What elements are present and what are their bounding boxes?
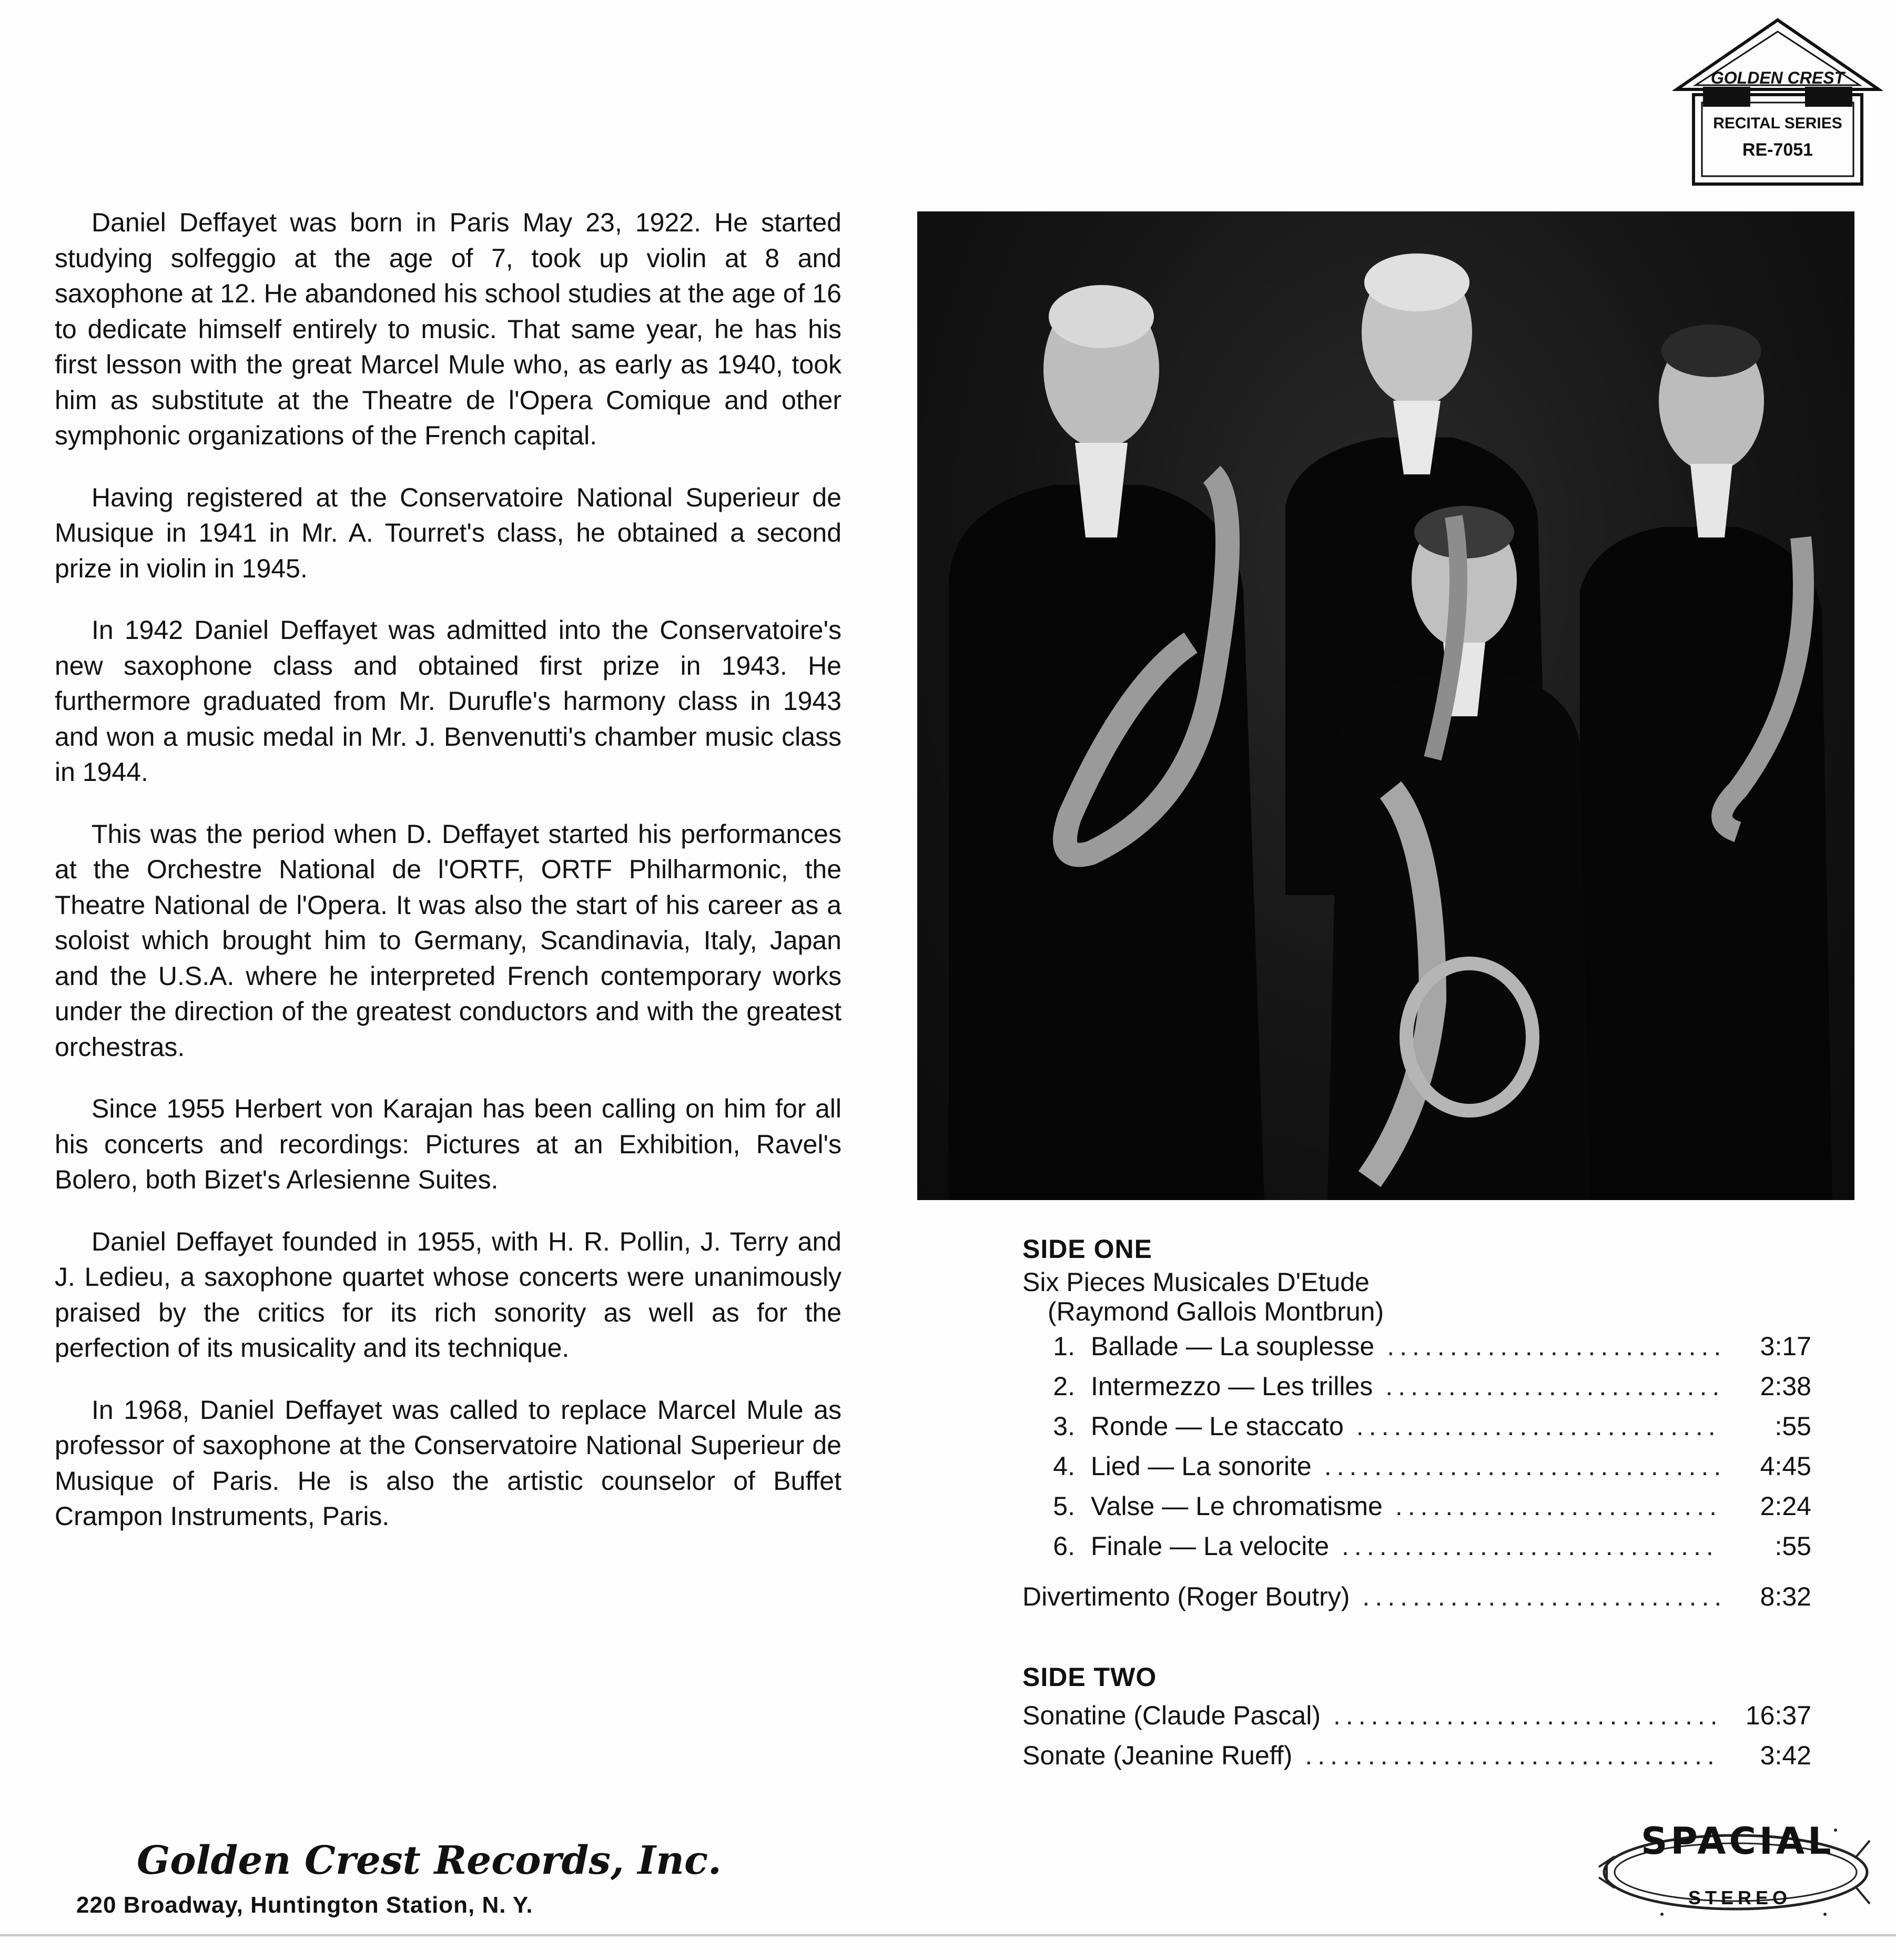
suite-title: Six Pieces Musicales D'Etude	[1022, 1267, 1370, 1297]
bio-paragraph: This was the period when D. Deffayet started his performances at the Orchestre National de l'ORTF, ORTF Philharmonic, the Theatre National de l'Opera. It was also the start of his career as a soloist which brought him to Germany, Scandinavia, Italy, Japan and the U.S.A. where he interpreted French contemporary works under the direction of the greatest conductors and with the greatest orchestras.	[55, 819, 841, 1062]
track-title: Lied — La sonorite	[1091, 1451, 1312, 1481]
spacial-stereo-badge	[1583, 1809, 1878, 1935]
track-title: Finale — La velocite	[1091, 1531, 1330, 1561]
bio-paragraph: Having registered at the Conservatoire National Superieur de Musique in 1941 in Mr. A. Tourret's class, he obtained a second prize in violin in 1945.	[55, 482, 841, 583]
track-time: 8:32	[1760, 1582, 1811, 1611]
suite-composer: (Raymond Gallois Montbrun)	[1048, 1297, 1384, 1326]
track-listing	[1022, 1231, 1811, 1775]
list-item	[1022, 1366, 1811, 1406]
quartet-photo	[917, 211, 1854, 1200]
track-number: 1.	[1053, 1332, 1075, 1361]
track-number: 3.	[1053, 1411, 1075, 1441]
leader-dots	[1324, 1446, 1720, 1486]
list-item	[1022, 1406, 1811, 1446]
track-title: Sonatine (Claude Pascal)	[1022, 1701, 1321, 1730]
logo-catalog: RE-7051	[1742, 140, 1813, 160]
leader-dots	[1356, 1406, 1720, 1446]
leader-dots	[1362, 1577, 1720, 1617]
house-logo-icon	[1672, 16, 1883, 189]
bio-paragraph: Daniel Deffayet was born in Paris May 23, 1922. He started studying solfeggio at the age of 7, took up violin at 8 and saxophone at 12. He abandoned his school studies at the age of 16 to dedicate himself entirely to music. That same year, he has his first lesson with the great Marcel Mule who, as early as 1940, took him as substitute at the Theatre de l'Opera Comique and other symphonic organizations of the French capital.	[55, 208, 841, 450]
bottom-rule	[0, 1934, 1896, 1936]
label-name: Golden Crest Records, Inc.	[137, 1838, 722, 1883]
list-item	[1022, 1577, 1811, 1617]
stereo-main-label: SPACIAL	[1641, 1820, 1834, 1863]
leader-dots	[1305, 1735, 1720, 1775]
logo-series: RECITAL SERIES	[1713, 115, 1842, 132]
golden-crest-logo	[1672, 16, 1883, 189]
logo-brand: GOLDEN CREST	[1710, 68, 1845, 87]
track-time: 4:45	[1760, 1451, 1811, 1481]
track-title: Ronde — Le staccato	[1091, 1411, 1344, 1441]
track-time: 16:37	[1745, 1701, 1811, 1730]
leader-dots	[1387, 1326, 1720, 1366]
list-item	[1022, 1735, 1811, 1775]
track-title: Intermezzo — Les trilles	[1091, 1372, 1373, 1401]
leader-dots	[1385, 1366, 1720, 1406]
saxophone-quartet-illustration	[917, 211, 1854, 1200]
track-time: :55	[1775, 1411, 1811, 1441]
track-number: 5.	[1053, 1491, 1075, 1521]
leader-dots	[1333, 1695, 1720, 1735]
list-item	[1022, 1486, 1811, 1526]
track-title: Sonate (Jeanine Rueff)	[1022, 1741, 1293, 1770]
bio-paragraph: In 1942 Daniel Deffayet was admitted into the Conservatoire's new saxophone class and obtained first prize in 1943. He furthermore graduated from Mr. Durufle's harmony class in 1943 and won a music medal in Mr. J. Benvenutti's chamber music class in 1944.	[55, 615, 841, 787]
list-item	[1022, 1446, 1811, 1486]
side-two-heading: SIDE TWO	[1022, 1662, 1157, 1692]
track-time: 3:17	[1760, 1332, 1811, 1361]
track-time: :55	[1775, 1531, 1811, 1561]
stereo-sub-label: STEREO	[1688, 1887, 1792, 1908]
track-time: 2:38	[1760, 1372, 1811, 1401]
leader-dots	[1395, 1486, 1720, 1526]
track-title: Valse — Le chromatisme	[1091, 1491, 1383, 1521]
leader-dots	[1342, 1526, 1720, 1566]
bio-paragraph: In 1968, Daniel Deffayet was called to replace Marcel Mule as professor of saxophone at the Conservatoire National Superieur de Musique of Paris. He is also the artistic counselor of Buffet Crampon Instruments, Paris.	[55, 1395, 841, 1531]
label-address: 220 Broadway, Huntington Station, N. Y.	[76, 1892, 533, 1918]
track-time: 2:24	[1760, 1491, 1811, 1521]
track-title: Divertimento (Roger Boutry)	[1022, 1582, 1350, 1611]
list-item	[1022, 1526, 1811, 1566]
track-number: 6.	[1053, 1531, 1075, 1561]
side-one-heading: SIDE ONE	[1022, 1234, 1152, 1264]
list-item	[1022, 1326, 1811, 1366]
track-title: Ballade — La souplesse	[1091, 1332, 1375, 1361]
biography	[55, 205, 841, 1561]
track-time: 3:42	[1760, 1741, 1811, 1770]
bio-paragraph: Daniel Deffayet founded in 1955, with H. R. Pollin, J. Terry and J. Ledieu, a saxophone quartet whose concerts were unanimously praised by the critics for its rich sonority as well as for the perfection of its musicality and its technique.	[55, 1226, 841, 1363]
bio-paragraph: Since 1955 Herbert von Karajan has been calling on him for all his concerts and recordings: Pictures at an Exhibition, Ravel's Bolero, both Bizet's Arlesienne Suites.	[55, 1094, 841, 1194]
track-number: 2.	[1053, 1372, 1075, 1401]
track-number: 4.	[1053, 1451, 1075, 1481]
list-item	[1022, 1695, 1811, 1735]
